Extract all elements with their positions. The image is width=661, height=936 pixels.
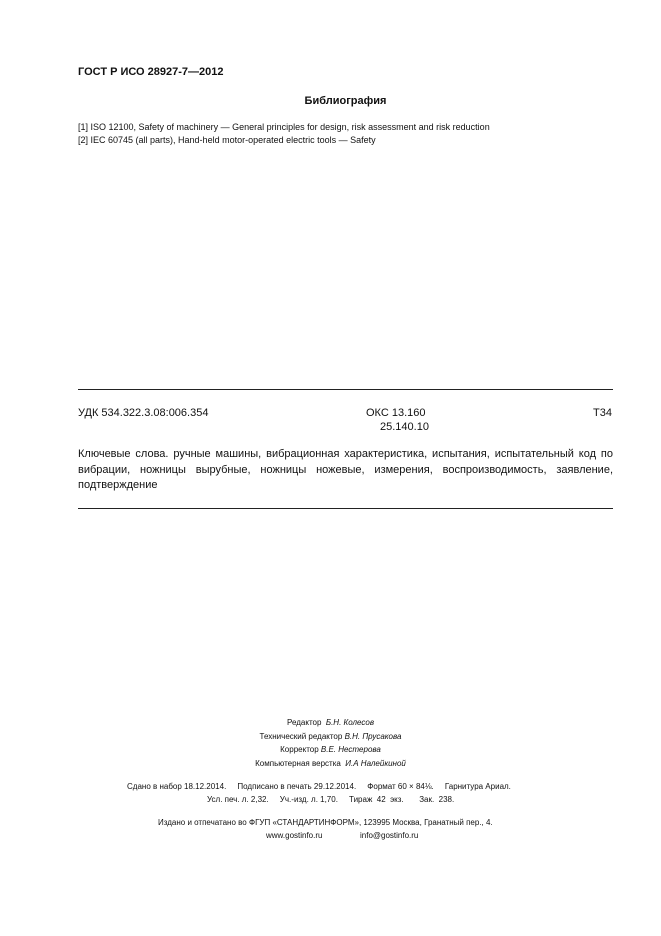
bibliography-title: Библиография bbox=[304, 95, 387, 107]
credit-tech-editor bbox=[0, 732, 661, 741]
credit-role: Технический редактор bbox=[259, 732, 343, 741]
credit-role: Компьютерная верстка bbox=[255, 759, 341, 768]
publisher-info: Издано и отпечатано во ФГУП «СТАНДАРТИНФОРМ», 123995 Москва, Гранатный пер., 4. bbox=[158, 818, 493, 827]
reference-2: [2] IEC 60745 (all parts), Hand-held motor-operated electric tools — Safety bbox=[78, 135, 376, 145]
credit-person: И.А Налейкиной bbox=[345, 759, 406, 768]
udk-code: УДК 534.322.3.08:006.354 bbox=[78, 407, 209, 419]
credit-editor bbox=[0, 718, 661, 727]
imprint-line-2: Усл. печ. л. 2,32. Уч.-изд. л. 1,70. Тираж 42 экз. Зак. 238. bbox=[207, 795, 455, 804]
credit-layout bbox=[0, 759, 661, 768]
credit-corrector bbox=[0, 745, 661, 754]
reference-1: [1] ISO 12100, Safety of machinery — General principles for design, risk assessment and risk reduction bbox=[78, 122, 490, 132]
website-link[interactable]: www.gostinfo.ru bbox=[266, 831, 323, 840]
oks-code-1: ОКС 13.160 bbox=[366, 407, 426, 419]
credit-person: Б.Н. Колесов bbox=[325, 718, 375, 727]
oks-code-2: 25.140.10 bbox=[380, 421, 429, 433]
credit-role: Редактор bbox=[286, 718, 322, 727]
credit-role: Корректор bbox=[280, 745, 319, 754]
imprint-line-1: Сдано в набор 18.12.2014. Подписано в печать 29.12.2014. Формат 60 × 84⅛. Гарнитура Ариал. bbox=[127, 782, 511, 791]
divider-top bbox=[78, 389, 613, 390]
group-code: Т34 bbox=[593, 407, 612, 419]
standard-code: ГОСТ Р ИСО 28927-7—2012 bbox=[78, 66, 224, 78]
credit-person: В.Н. Прусакова bbox=[344, 732, 402, 741]
divider-bottom bbox=[78, 508, 613, 509]
keywords-paragraph: Ключевые слова. ручные машины, вибрационная характеристика, испытания, испытательный код по вибрации, ножницы вырубные, ножницы ножевые, измерения, воспроизводимость, заявление, подтверждение bbox=[78, 448, 613, 491]
email-link[interactable]: info@gostinfo.ru bbox=[360, 831, 419, 840]
credit-person: В.Е. Нестерова bbox=[320, 745, 381, 754]
